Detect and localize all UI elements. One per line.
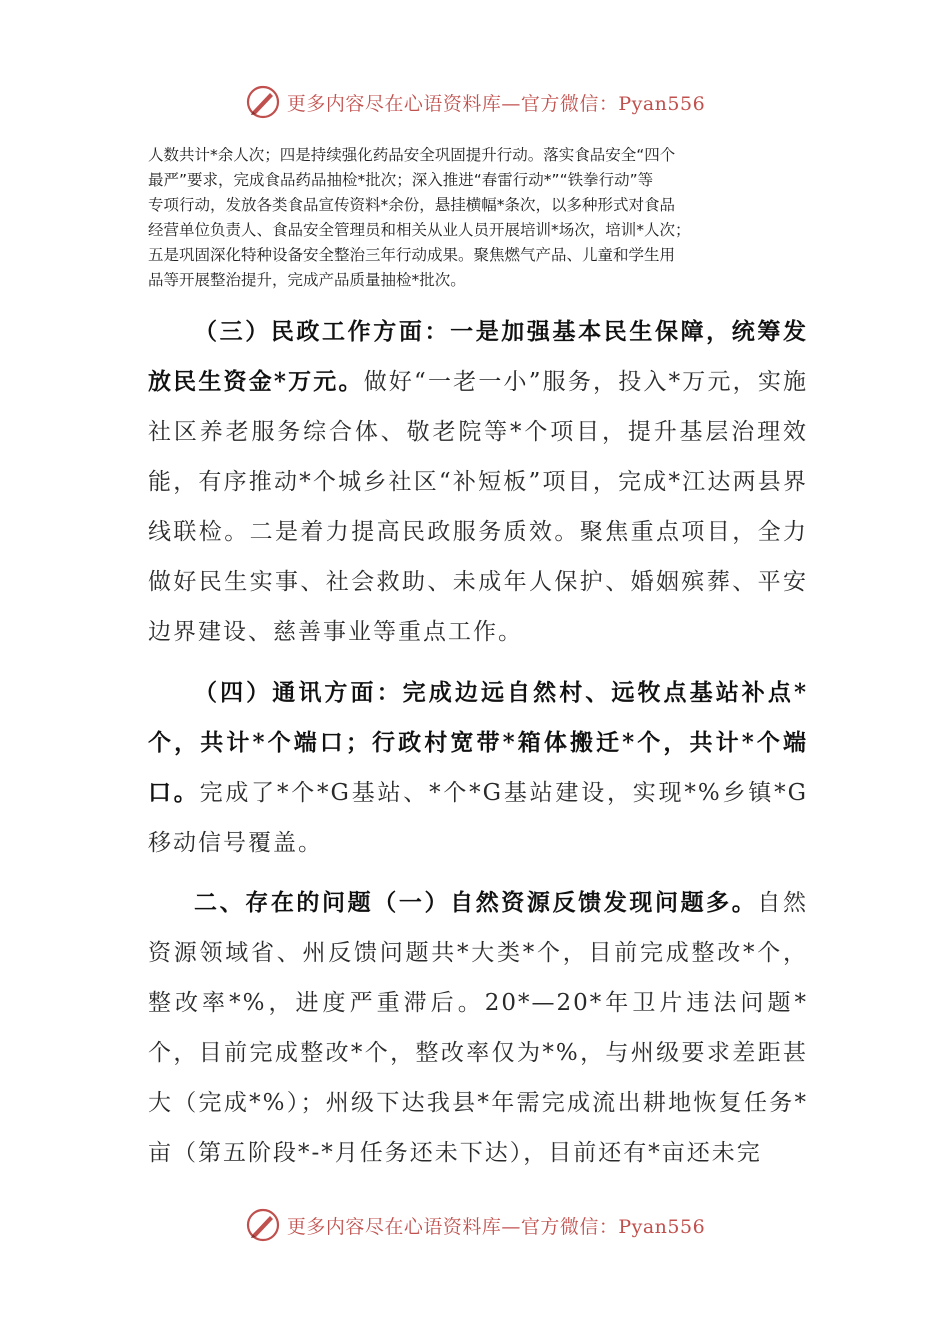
section-body: 做好“一老一小”服务，投入*万元，实施社区养老服务综合体、敬老院等*个项目，提升基层治理效能，有序推动*个城乡社区“补短板”项目，完成*江达两县界线联检。二是着力提高民政服务质效。聚焦重点项目，全力做好民生实事、社会救助、未成年人保护、婚姻殡葬、平安边界建设、慈善事业等重点工作。 [148,369,808,645]
section-problems [148,878,808,1178]
intro-line: 经营单位负责人、食品安全管理员和相关从业人员开展培训*场次，培训*人次； [148,221,691,239]
header-banner [0,84,950,120]
section-heading: （四）通讯方面：完成边远自然村、远牧点基站补点*个，共计*个端口；行政村宽带*箱体搬迁*个，共计*个端口。 [148,679,808,806]
banner-text: 更多内容尽在心语资料库—官方微信：Pyan556 [286,1215,706,1238]
intro-line: 五是巩固深化特种设备安全整治三年行动成果。聚焦燃气产品、儿童和学生用 [148,246,676,264]
intro-line: 专项行动，发放各类食品宣传资料*余份，悬挂横幅*条次，以多种形式对食品 [148,196,676,214]
pen-logo-icon [245,84,281,120]
footer-banner [0,1207,950,1243]
section-heading: 二、存在的问题（一）自然资源反馈发现问题多。 [194,889,758,916]
section-heading: （三）民政工作方面：一是加强基本民生保障，统筹发放民生资金*万元。 [148,318,808,395]
section-telecom [148,668,808,868]
pen-logo-icon [245,1207,281,1243]
intro-line: 人数共计*余人次；四是持续强化药品安全巩固提升行动。落实食品安全“四个 [148,146,676,164]
banner-text: 更多内容尽在心语资料库—官方微信：Pyan556 [286,92,706,115]
section-civil-affairs [148,307,808,657]
intro-line: 品等开展整治提升，完成产品质量抽检*批次。 [148,271,466,289]
section-body: 自然资源领域省、州反馈问题共*大类*个，目前完成整改*个，整改率*%，进度严重滞后。20*—20*年卫片违法问题*个，目前完成整改*个，整改率仅为*%，与州级要求差距甚大（完成*%）；州级下达我县*年需完成流出耕地恢复任务*亩（第五阶段*-*月任务还未下达），目前还有*亩还未完 [148,890,809,1166]
intro-line: 最严”要求，完成食品药品抽检*批次；深入推进“春雷行动*”“铁拳行动”等 [148,171,654,189]
intro-block [148,143,808,293]
section-body: 完成了*个*G基站、*个*G基站建设，实现*%乡镇*G移动信号覆盖。 [148,780,808,856]
